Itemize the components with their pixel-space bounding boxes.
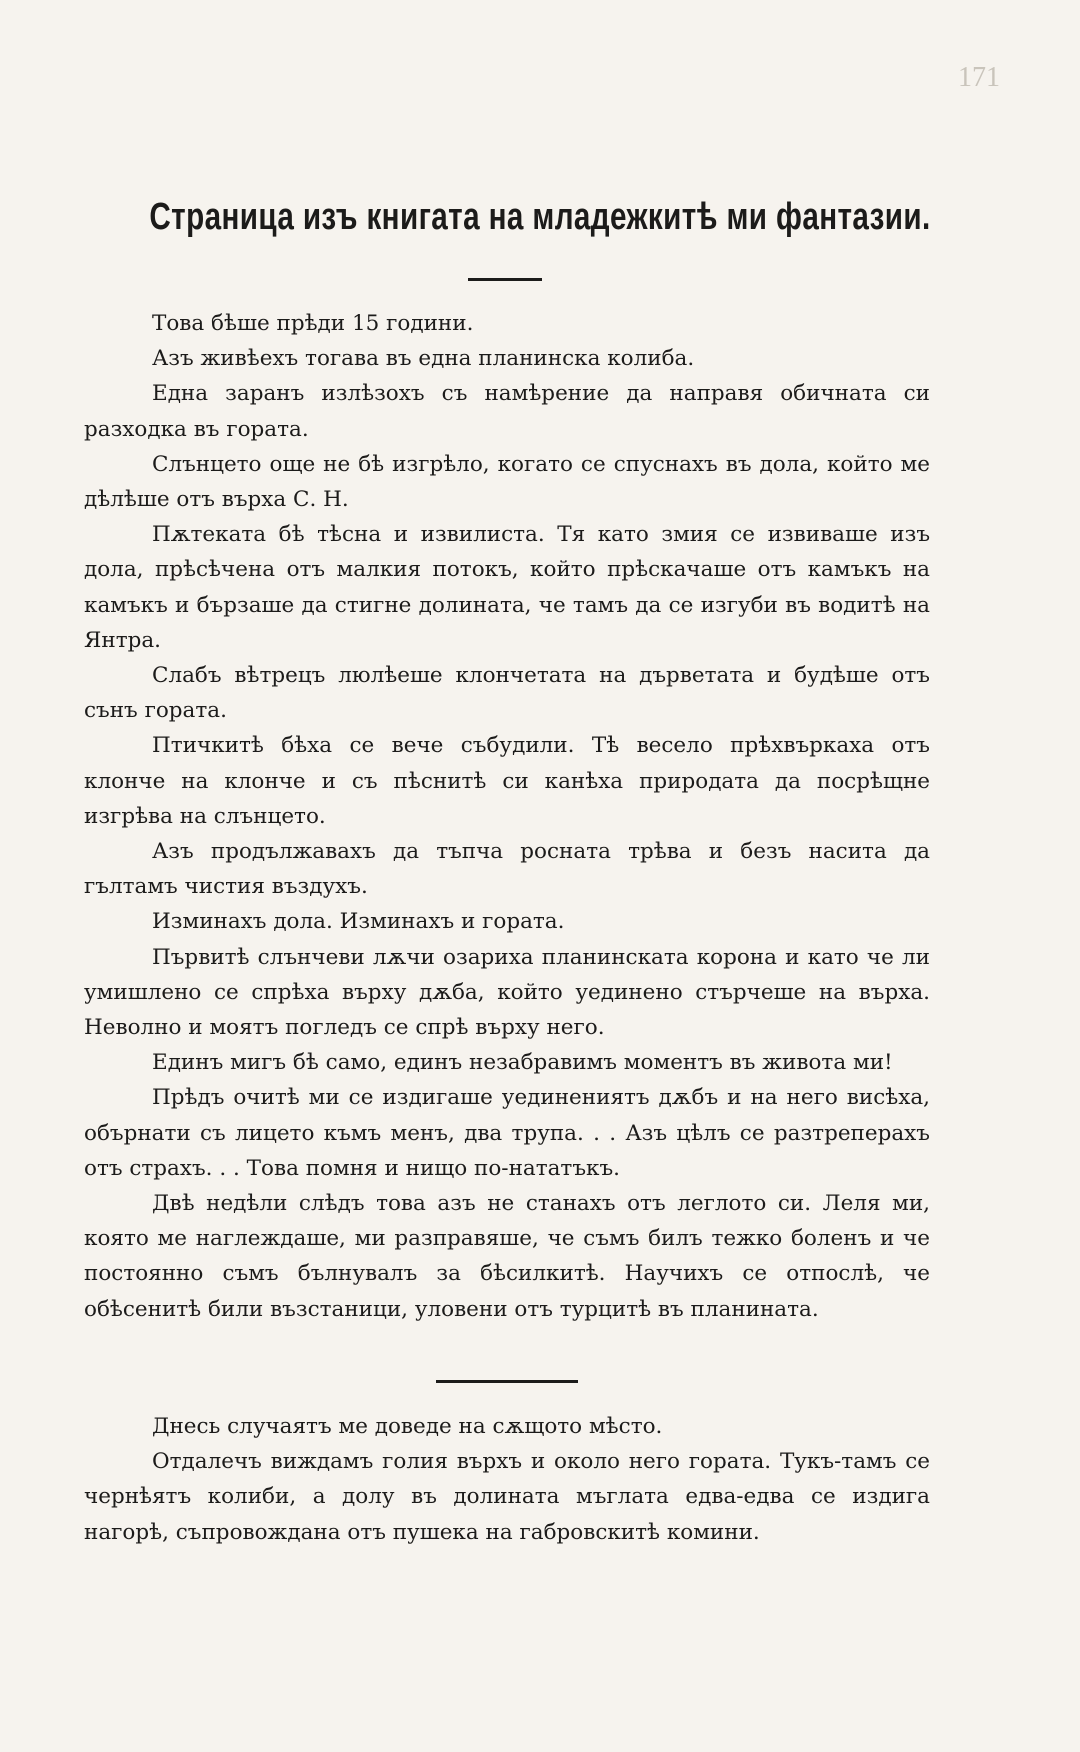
- paragraph: Двѣ недѣли слѣдъ това азъ не станахъ отъ леглото си. Леля ми, която ме наглеждаше, ми разправяше, че съмъ билъ тежко боленъ и че постоянно съмъ бълнувалъ за бѣсилкитѣ. Научихъ се отпослѣ, че обѣсенитѣ били възстаници, уловени отъ турцитѣ въ планината.: [84, 1191, 930, 1322]
- page-number: 171: [958, 62, 1000, 93]
- paragraph: Отдалечъ виждамъ голия върхъ и около него гората. Тукъ-тамъ се чернѣятъ колиби, а долу въ долината мъглата едва-едва се издига нагорѣ, съпровождана отъ пушека на габровскитѣ комини.: [84, 1449, 930, 1545]
- paragraph: Азъ живѣехъ тогава въ една планинска колиба.: [152, 346, 695, 372]
- paragraph: Слабъ вѣтрецъ люлѣеше клончетата на дърветата и будѣше отъ сънъ гората.: [84, 663, 930, 724]
- paragraph: Изминахъ дола. Изминахъ и гората.: [152, 909, 565, 935]
- paragraph: Единъ мигъ бѣ само, единъ незабравимъ моментъ въ живота ми!: [152, 1050, 893, 1076]
- paragraph: Една заранъ излѣзохъ съ намѣрение да направя обичната си разходка въ гората.: [84, 381, 930, 442]
- paragraph: Това бѣше прѣди 15 години.: [152, 311, 474, 336]
- title-divider: [468, 278, 542, 281]
- paragraph: Птичкитѣ бѣха се вече събудили. Тѣ весело прѣхвъркаха отъ клонче на клонче и съ пѣснитѣ си канѣха природата да посрѣщне изгрѣва на слънцето.: [84, 733, 930, 829]
- paragraph: Първитѣ слънчеви лѫчи озариха планинската корона и като че ли умишлено се спрѣха върху дѫба, който уединено стърчеше на върха. Неволно и моятъ погледъ се спрѣ върху него.: [84, 944, 930, 1041]
- section-divider: [436, 1380, 578, 1383]
- paragraph: Слънцето още не бѣ изгрѣло, когато се спуснахъ въ дола, който ме дѣлѣше отъ върха С. Н.: [84, 451, 930, 513]
- paragraph: Азъ продължавахъ да тъпча росната трѣва и безъ насита да гълтамъ чистия въздухъ.: [84, 839, 930, 900]
- page-title: Страница изъ книгата на младежкитѣ ми фантазии.: [149, 196, 931, 238]
- paragraph: Днесь случаятъ ме доведе на сѫщото мѣсто.: [152, 1414, 663, 1439]
- paragraph: Пѫтеката бѣ тѣсна и извилиста. Тя като змия се извиваше изъ дола, прѣсѣчена отъ малкия потокъ, който прѣскачаше отъ камъкъ на камъкъ и бързаше да стигне долината, че тамъ да се изгуби въ водитѣ на Янтра.: [84, 522, 930, 653]
- paragraph: Прѣдъ очитѣ ми се издигаше уединениятъ дѫбъ и на него висѣха, обърнати съ лицето къмъ менъ, два трупа. . . Азъ цѣлъ се разтреперахъ отъ страхъ. . . Това помня и нищо по-нататъкъ.: [84, 1085, 930, 1181]
- body-section-1: [84, 306, 930, 1327]
- body-section-2: [84, 1409, 930, 1550]
